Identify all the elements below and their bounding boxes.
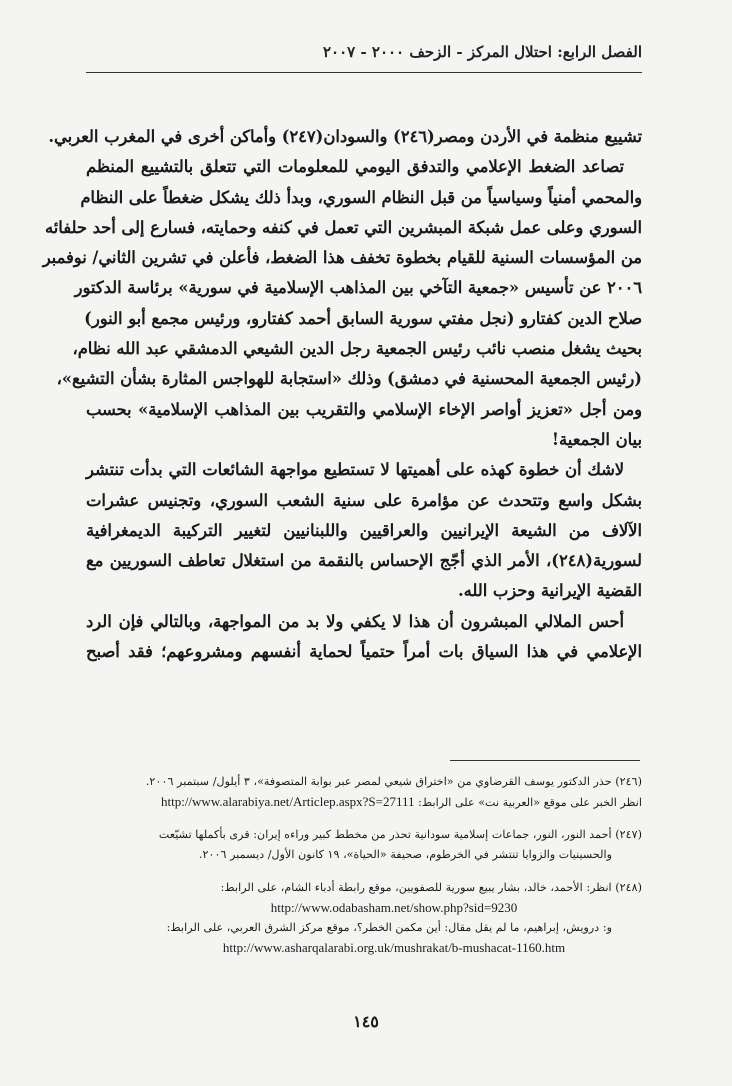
footnote-248-line: (٢٤٨) انظر: الأحمد، خالد، بشار يبيع سورية للصفويين، موقع رابطة أدباء الشام، على الرابط:: [220, 881, 642, 894]
footnote-246-link[interactable]: http://www.alarabiya.net/Articlep.aspx?S=27111: [160, 794, 415, 809]
body-line: تصاعد الضغط الإعلامي والتدفق اليومي للمعلومات التي تتعلق بالتشييع المنظم: [86, 157, 624, 177]
body-line: من المؤسسات السنية للقيام بخطوة تخفف هذا الضغط، فأعلن في تشرين الثاني/ نوفمبر: [42, 248, 642, 268]
footnote-246-source: انظر الخبر على موقع «العربية نت» على الرابط:: [418, 796, 642, 809]
body-line: بشكل واسع وتتحدث عن مؤامرة على سنية الشعب السوري، وتجنيس عشرات: [86, 490, 642, 510]
footnote-247-line: والحسينيات والزوايا تنتشر في الخرطوم، صحيفة «الحياة»، ١٩ كانون الأول/ ديسمبر ٢٠٠٦.: [198, 848, 612, 861]
header-rule: [86, 72, 642, 73]
body-line: لسورية(٢٤٨)، الأمر الذي أجّج الإحساس بالنقمة من استغلال تعاطف السوريين مع: [86, 551, 642, 571]
footnote-248-link[interactable]: http://www.asharqalarabi.org.uk/mushrakat/b-mushacat-1160.htm: [222, 940, 566, 955]
body-line: السوري وعلى عمل شبكة المبشرين التي تعمل في كنفه وحمايته، فسارع إلى أحد حلفائه: [45, 217, 642, 237]
footnote-246-line: (٢٤٦) حذر الدكتور يوسف القرضاوي من «اختراق شيعي لمصر عبر بوابة المتصوفة»، ٣ أيلول/ سبتمبر ٢٠٠٦.: [145, 775, 642, 788]
body-line: صلاح الدين كفتارو (نجل مفتي سورية السابق أحمد كفتارو، ورئيس مجمع أبو النور): [84, 308, 642, 328]
body-line: الإعلامي في هذا السياق بات أمراً حتمياً لحماية أنفسهم ومشروعهم؛ فقد أصبح: [86, 642, 642, 662]
footnote-rule: [450, 760, 640, 761]
running-header: الفصل الرابع: احتلال المركز - الزحف ٢٠٠٠ - ٢٠٠٧: [322, 43, 642, 61]
page-number: ١٤٥: [353, 1012, 379, 1031]
footnote-248-link[interactable]: http://www.odabasham.net/show.php?sid=9230: [270, 900, 518, 915]
footnotes: [86, 772, 642, 958]
body-line: (رئيس الجمعية المحسنية في دمشق) وذلك «استجابة للهواجس المثارة بشأن التشيع»،: [56, 369, 642, 389]
body-line: لاشك أن خطوة كهذه على أهميتها لا تستطيع مواجهة الشائعات التي بدأت تنتشر: [86, 460, 624, 480]
body-line: ٢٠٠٦ عن تأسيس «جمعية التآخي بين المذاهب الإسلامية في سورية» برئاسة الدكتور: [74, 278, 642, 298]
body-line: بحيث يشغل منصب نائب رئيس الجمعية رجل الدين الشيعي الدمشقي عبد الله نظام،: [72, 339, 642, 359]
body-line: والمحمي أمنياً وسياسياً من قبل النظام السوري، وبدأ ذلك يشكل ضغطاً على النظام: [80, 187, 642, 207]
footnote-246-line: [86, 792, 642, 812]
body-line: تشييع منظمة في الأردن ومصر(٢٤٦) والسودان(٢٤٧) وأماكن أخرى في المغرب العربي.: [48, 127, 642, 146]
body-line: القضية الإيرانية وحزب الله.: [457, 581, 642, 601]
footnote-248-line: و: درويش، إبراهيم، ما لم يقل مقال: أين مكمن الخطر؟، موقع مركز الشرق العربي، على الرابط:: [166, 921, 612, 934]
footnote-247-line: (٢٤٧) أحمد النور، النور، جماعات إسلامية سودانية تحذر من مخطط كبير وراءه إيران: قرى بأكملها تشيّعت: [158, 828, 642, 841]
body-text: [42, 122, 642, 667]
body-line: بيان الجمعية!: [551, 429, 642, 449]
body-line: أحس الملالي المبشرون أن هذا لا يكفي ولا بد من المواجهة، وبالتالي فإن الرد: [86, 611, 624, 631]
body-line: الآلاف من الشيعة الإيرانيين والعراقيين واللبنانيين لتغيير التركيبة الديمغرافية: [86, 520, 642, 540]
body-line: ومن أجل «تعزيز أواصر الإخاء الإسلامي والتقريب بين المذاهب الإسلامية» بحسب: [86, 399, 642, 419]
